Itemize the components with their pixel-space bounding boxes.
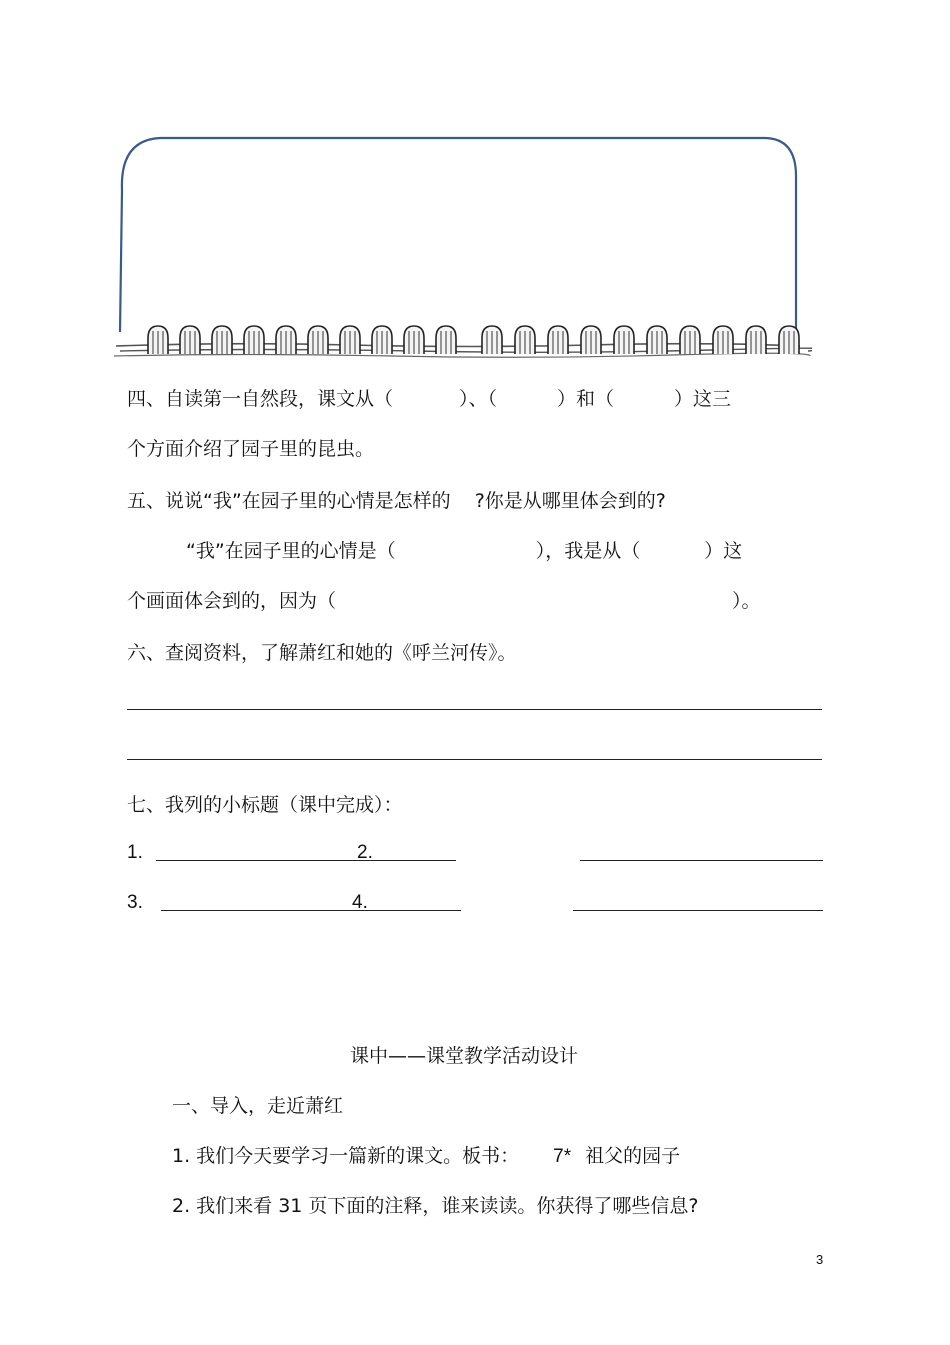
lesson-step-1: 1. 我们今天要学习一篇新的课文。板书： 7* 祖父的园子 — [172, 1145, 681, 1167]
page-number: 3 — [816, 1252, 824, 1267]
q7-item-4-line[interactable] — [573, 910, 823, 911]
q6-answer-line-2[interactable] — [127, 759, 822, 760]
q7-item-3-line[interactable] — [161, 910, 461, 911]
q7-title: 七、我列的小标题（课中完成）： — [127, 794, 403, 816]
q7-item-2-label: 2. — [357, 842, 373, 863]
q5-answer-line2: 个画面体会到的，因为（ ）。 — [127, 590, 761, 612]
q4-line2: 个方面介绍了园子里的昆虫。 — [127, 438, 375, 460]
q5-title: 五、说说“我”在园子里的心情是怎样的 ?你是从哪里体会到的? — [127, 490, 666, 512]
q6-title: 六、查阅资料，了解萧红和她的《呼兰河传》。 — [127, 642, 517, 664]
notebook-frame — [112, 132, 812, 368]
lesson-section-1: 一、导入，走近萧红 — [172, 1095, 344, 1117]
q5-answer-line1: “我”在园子里的心情是（ ），我是从（ ）这 — [186, 540, 743, 562]
q6-answer-line-1[interactable] — [127, 709, 822, 710]
q7-item-1-label: 1. — [127, 842, 143, 863]
q7-item-4-label: 4. — [352, 892, 368, 913]
q4-line1: 四、自读第一自然段，课文从（ ）、（ ）和（ ）这三 — [127, 388, 732, 410]
lesson-heading: 课中——课堂教学活动设计 — [350, 1045, 579, 1067]
q7-item-2-line[interactable] — [580, 860, 823, 861]
notebook-border-left — [120, 190, 122, 332]
notebook-border — [122, 138, 796, 338]
lesson-step-2: 2. 我们来看 31 页下面的注释，谁来读读。你获得了哪些信息? — [172, 1195, 699, 1217]
q7-item-3-label: 3. — [127, 892, 143, 913]
q7-item-1-line[interactable] — [156, 860, 456, 861]
